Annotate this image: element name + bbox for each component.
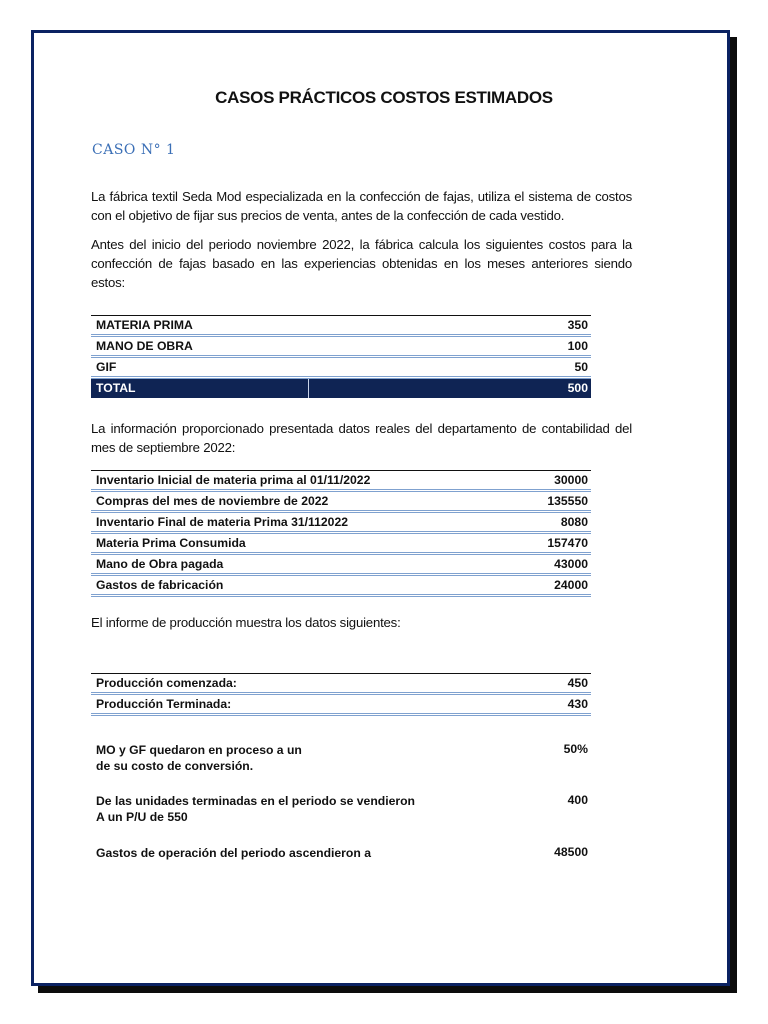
- case-heading: CASO N° 1: [92, 142, 176, 158]
- note-sold-line2: A un P/U de 550: [96, 810, 188, 824]
- page-title: CASOS PRÁCTICOS COSTOS ESTIMADOS: [215, 88, 553, 107]
- row-label: Mano de Obra pagada: [96, 557, 224, 571]
- note-conversion-value: 50%: [563, 742, 588, 756]
- row-label: GIF: [96, 360, 117, 374]
- table-row: [91, 555, 591, 576]
- table-row: [91, 337, 591, 358]
- column-divider: [308, 379, 309, 398]
- total-label: TOTAL: [96, 381, 136, 395]
- total-value: 500: [567, 381, 588, 395]
- table-row: [91, 534, 591, 555]
- table-row: [91, 358, 591, 379]
- row-value: 430: [567, 697, 588, 711]
- intro-paragraph-2: Antes del inicio del periodo noviembre 2022, la fábrica calcula los siguientes costos para la confección de fajas basado en las experiencias obtenidas en los meses anteriores siendo estos:: [91, 237, 632, 290]
- real-data-table: [91, 470, 591, 597]
- row-label: Materia Prima Consumida: [96, 536, 246, 550]
- note-conversion-line2: de su costo de conversión.: [96, 759, 254, 773]
- row-label: MATERIA PRIMA: [96, 318, 193, 332]
- row-label: Gastos de fabricación: [96, 578, 224, 592]
- row-label: Compras del mes de noviembre de 2022: [96, 494, 329, 508]
- estimated-costs-table: [91, 315, 591, 398]
- note-conversion-line1: MO y GF quedaron en proceso a un: [96, 743, 302, 757]
- row-value: 43000: [554, 557, 588, 571]
- note-operating-expenses: Gastos de operación del periodo ascendieron a: [96, 846, 371, 860]
- table-row: [91, 674, 591, 695]
- row-value: 157470: [547, 536, 588, 550]
- table-row: [91, 513, 591, 534]
- row-label: Inventario Inicial de materia prima al 01/11/2022: [96, 473, 371, 487]
- row-label: Producción Terminada:: [96, 697, 232, 711]
- table-row: [91, 695, 591, 716]
- table-row: [91, 471, 591, 492]
- row-value: 450: [567, 676, 588, 690]
- real-info-paragraph: La información proporcionado presentada datos reales del departamento de contabilidad del mes de septiembre 2022:: [91, 421, 632, 455]
- row-label: MANO DE OBRA: [96, 339, 193, 353]
- note-operating-expenses-value: 48500: [554, 845, 588, 859]
- row-value: 50: [574, 360, 588, 374]
- production-table: [91, 673, 591, 716]
- row-value: 24000: [554, 578, 588, 592]
- note-sold-value: 400: [567, 793, 588, 807]
- row-value: 135550: [547, 494, 588, 508]
- row-value: 30000: [554, 473, 588, 487]
- row-value: 100: [567, 339, 588, 353]
- table-row: [91, 316, 591, 337]
- row-value: 350: [567, 318, 588, 332]
- total-row: [91, 379, 591, 398]
- production-paragraph: El informe de producción muestra los datos siguientes:: [91, 615, 401, 630]
- note-sold-line1: De las unidades terminadas en el periodo se vendieron: [96, 794, 416, 808]
- row-label: Inventario Final de materia Prima 31/112022: [96, 515, 349, 529]
- table-row: [91, 576, 591, 597]
- row-value: 8080: [560, 515, 588, 529]
- table-row: [91, 492, 591, 513]
- intro-paragraph-1: La fábrica textil Seda Mod especializada en la confección de fajas, utiliza el sistema de costos con el objetivo de fijar sus precios de venta, antes de la confección de cada vestido.: [91, 189, 632, 223]
- row-label: Producción comenzada:: [96, 676, 237, 690]
